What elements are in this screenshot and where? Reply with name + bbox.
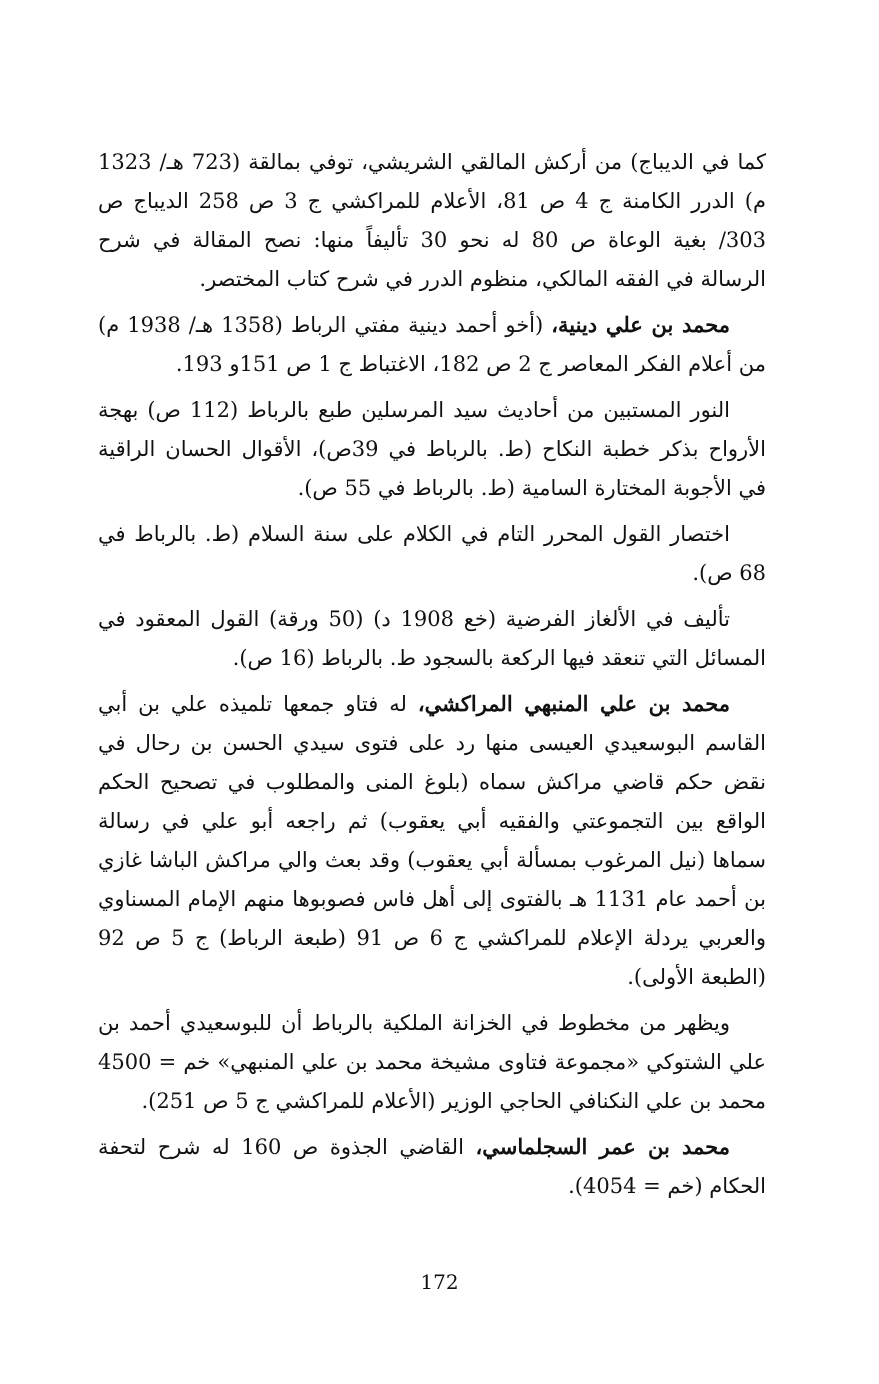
paragraph-text: له فتاو جمعها تلميذه علي بن أبي القاسم البوسعيدي العيسى منها رد على فتوى سيدي الحسن بن رحال في نقض حكم قاضي مراكش سماه (بلوغ المنى والمطلوب في تصحيح الحكم الواقع بين التجموعتي والفقيه أبي يعقوب) ثم راجعه أبو علي في رسالة سماها (نيل المرغوب بمسألة أبي يعقوب) وقد بعث والي مراكش الباشا غازي بن أحمد عام 1131 هـ بالفتوى إلى أهل فاس فصوبوها منهم الإمام المسناوي والعربي يردلة الإعلام للمراكشي ج 6 ص 91 (طبعة الرباط) ج 5 ص 92 (الطبعة الأولى). <box>98 692 766 989</box>
paragraph-2 <box>98 305 766 384</box>
page-number: 172 <box>420 1270 459 1294</box>
paragraph-6 <box>98 684 766 997</box>
paragraph-8 <box>98 1127 766 1206</box>
paragraph-text: النور المستبين من أحاديث سيد المرسلين طبع بالرباط (112 ص) بهجة الأرواح بذكر خطبة النكاح (ط. بالرباط في 39ص)، الأقوال الحسان الراقية في الأجوبة المختارة السامية (ط. بالرباط في 55 ص). <box>98 398 766 500</box>
body-text <box>98 142 766 1206</box>
entry-name: محمد بن عمر السجلماسي، <box>475 1134 730 1159</box>
paragraph-text: القاضي الجذوة ص 160 له شرح لتحفة الحكام (خم = 4054). <box>98 1135 766 1198</box>
paragraph-text: اختصار القول المحرر التام في الكلام على سنة السلام (ط. بالرباط في 68 ص). <box>98 522 766 585</box>
paragraph-7 <box>98 1003 766 1121</box>
paragraph-text: تأليف في الألغاز الفرضية (خع 1908 د) (50 ورقة) القول المعقود في المسائل التي تنعقد فيها الركعة بالسجود ط. بالرباط (16 ص). <box>98 607 766 670</box>
paragraph-text: ويظهر من مخطوط في الخزانة الملكية بالرباط أن للبوسعيدي أحمد بن علي الشتوكي «مجموعة فتاوى مشيخة محمد بن علي المنبهي» خم = 4500 محمد بن علي النكنافي الحاجي الوزير (الأعلام للمراكشي ج 5 ص 251). <box>98 1011 766 1113</box>
paragraph-1 <box>98 142 766 299</box>
paragraph-text: كما في الديباج) من أركش المالقي الشريشي، توفي بمالقة (723 هـ/ 1323 م) الدرر الكامنة ج 4 ص 81، الأعلام للمراكشي ج 3 ص 258 الديباج ص 303/ بغية الوعاة ص 80 له نحو 30 تأليفاً منها: نصح المقالة في شرح الرسالة في الفقه المالكي، منظوم الدرر في شرح كتاب المختصر. <box>98 150 767 291</box>
paragraph-4 <box>98 514 766 593</box>
entry-name: محمد بن علي دينية، <box>551 312 731 337</box>
paragraph-3 <box>98 390 766 508</box>
entry-name: محمد بن علي المنبهي المراكشي، <box>417 691 730 716</box>
paragraph-5 <box>98 599 766 678</box>
paragraph-text: (أخو أحمد دينية مفتي الرباط (1358 هـ/ 1938 م) من أعلام الفكر المعاصر ج 2 ص 182، الاغتباط ج 1 ص 151و 193. <box>98 313 766 376</box>
